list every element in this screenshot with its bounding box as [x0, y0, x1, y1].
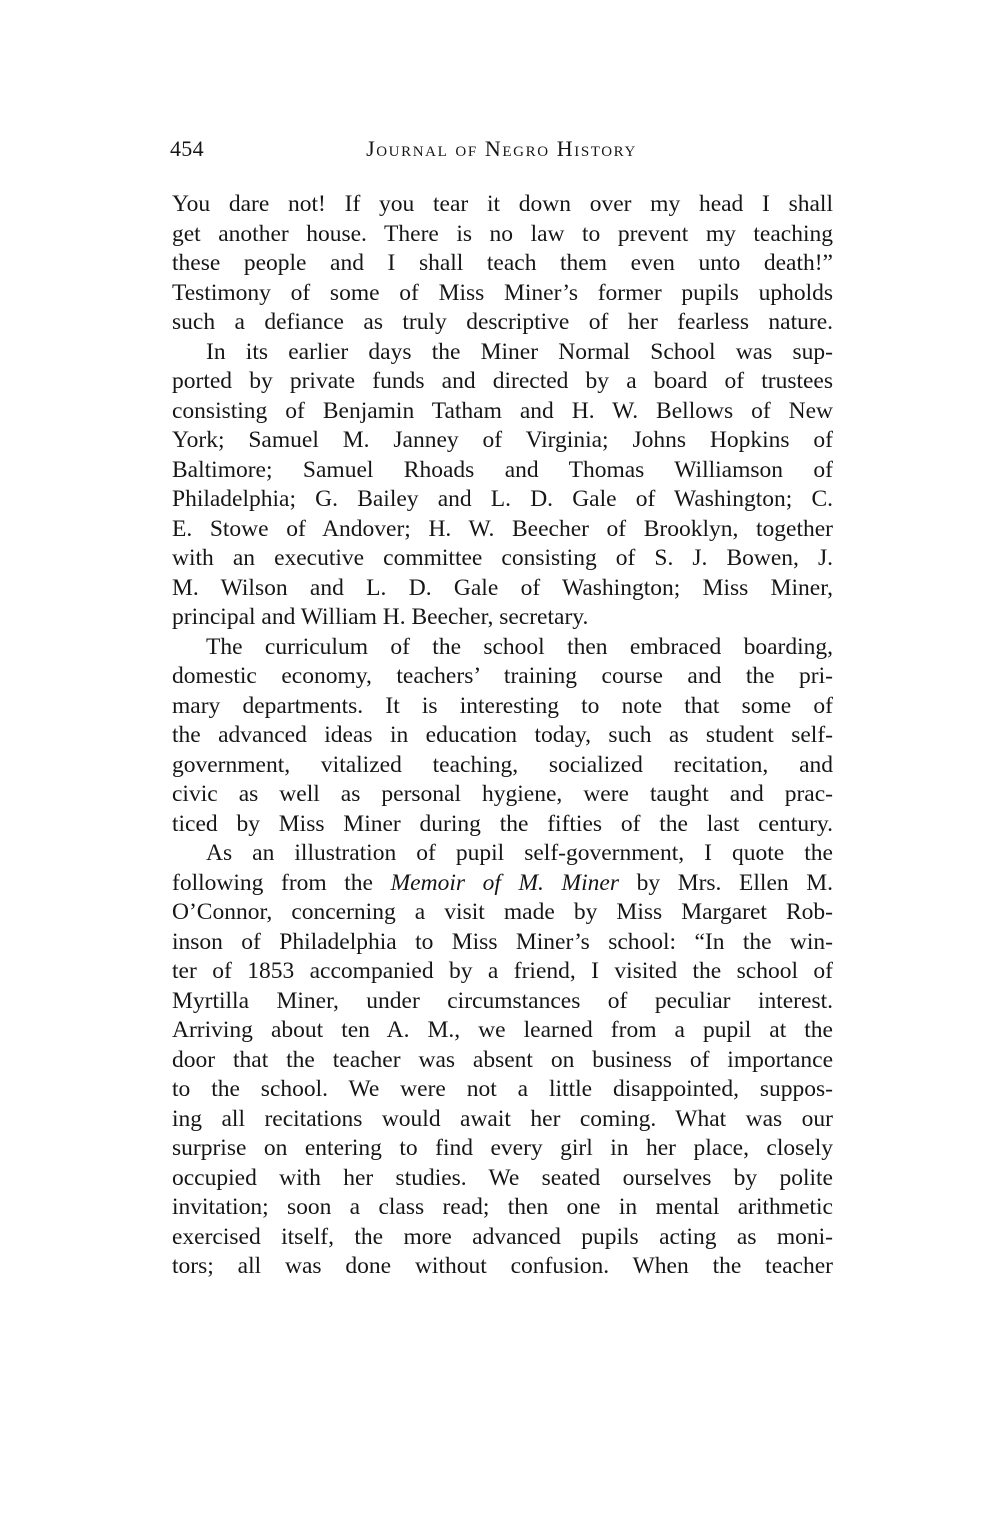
text-line: The curriculum of the school then embraced boarding,	[206, 633, 833, 660]
text-line: In its earlier days the Miner Normal School was sup-	[206, 338, 833, 365]
text-line: the advanced ideas in education today, such as student self-	[172, 722, 833, 748]
text-line: ing all recitations would await her coming. What was our	[172, 1105, 833, 1132]
text-line	[172, 869, 833, 899]
text-line: inson of Philadelphia to Miss Miner’s school: “In the win-	[172, 928, 833, 955]
text-line: M. Wilson and L. D. Gale of Washington; Miss Miner,	[172, 574, 833, 601]
text-line: mary departments. It is interesting to note that some of	[172, 692, 833, 719]
text-line: Myrtilla Miner, under circumstances of peculiar interest.	[172, 987, 833, 1014]
text-line: consisting of Benjamin Tatham and H. W. Bellows of New	[172, 397, 833, 424]
text-line: ter of 1853 accompanied by a friend, I visited the school of	[172, 958, 833, 984]
running-head: Journal of Negro History	[366, 136, 637, 161]
text-line: York; Samuel M. Janney of Virginia; Johns Hopkins of	[172, 427, 833, 453]
page-number: 454	[170, 136, 204, 161]
text-line: civic as well as personal hygiene, were taught and prac-	[172, 781, 833, 807]
text-line: ported by private funds and directed by a board of trustees	[172, 368, 833, 394]
text-line: get another house. There is no law to prevent my teaching	[172, 220, 833, 247]
text-line: occupied with her studies. We seated ourselves by polite	[172, 1164, 833, 1191]
text-line: domestic economy, teachers’ training course and the pri-	[172, 663, 833, 689]
text-line: Philadelphia; G. Bailey and L. D. Gale of Washington; C.	[172, 486, 833, 512]
text-line: surprise on entering to find every girl in her place, closely	[172, 1135, 833, 1161]
text-line: with an executive committee consisting of S. J. Bowen, J.	[172, 545, 833, 571]
page-header	[170, 136, 833, 170]
text-line: Arriving about ten A. M., we learned from a pupil at the	[172, 1017, 833, 1043]
text-line: Baltimore; Samuel Rhoads and Thomas Williamson of	[172, 456, 833, 483]
text-line: E. Stowe of Andover; H. W. Beecher of Brooklyn, together	[172, 515, 833, 542]
text-line: O’Connor, concerning a visit made by Miss Margaret Rob-	[172, 899, 833, 925]
text-line: these people and I shall teach them even unto death!”	[172, 250, 833, 276]
text-line: tors; all was done without confusion. When the teacher	[172, 1253, 833, 1279]
text-line: such a defiance as truly descriptive of her fearless nature.	[172, 309, 833, 335]
book-title: Memoir of M. Miner	[390, 869, 619, 896]
text-line: exercised itself, the more advanced pupils acting as moni-	[172, 1223, 833, 1250]
text-line: As an illustration of pupil self-government, I quote the	[206, 840, 833, 866]
text-line: principal and William H. Beecher, secretary.	[172, 604, 589, 630]
text-run: by Mrs. Ellen M.	[618, 869, 834, 896]
text-line: door that the teacher was absent on business of importance	[172, 1046, 833, 1073]
body-text	[172, 190, 833, 1282]
text-line: to the school. We were not a little disappointed, suppos-	[172, 1076, 833, 1102]
text-line: Testimony of some of Miss Miner’s former pupils upholds	[172, 279, 833, 306]
text-line: You dare not! If you tear it down over my head I shall	[172, 191, 833, 217]
text-run: following from the	[172, 869, 391, 896]
text-line: ticed by Miss Miner during the fifties of the last century.	[172, 810, 833, 837]
text-line: government, vitalized teaching, socialized recitation, and	[172, 751, 833, 778]
text-line: invitation; soon a class read; then one in mental arithmetic	[172, 1194, 833, 1220]
